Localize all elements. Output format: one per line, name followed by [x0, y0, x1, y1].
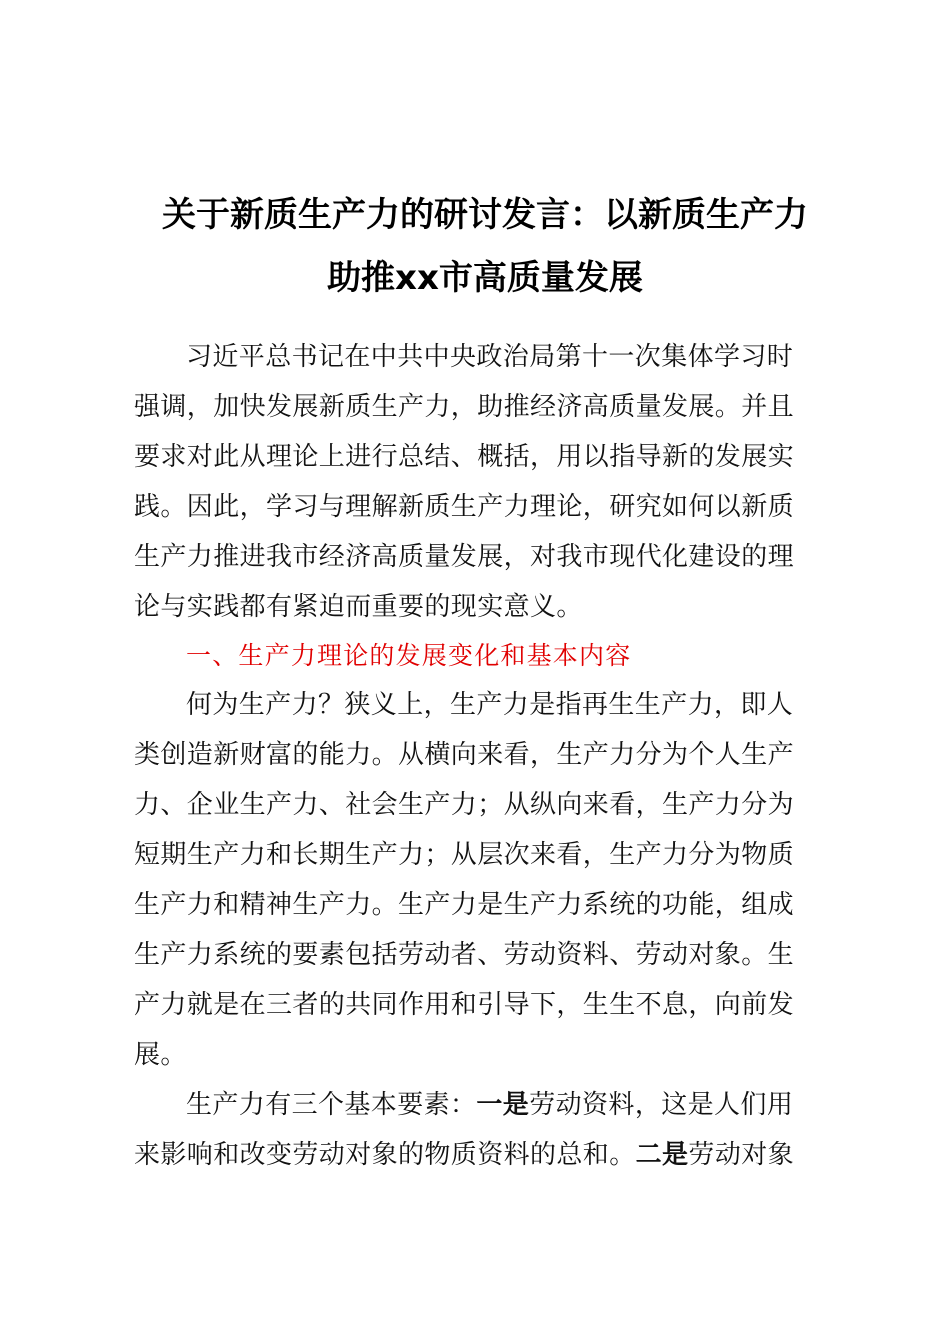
paragraph-2-line-6: 生产力系统的要素包括劳动者、劳动资料、劳动对象。生: [134, 940, 795, 970]
paragraph-1-line-4: 践。因此，学习与理解新质生产力理论，研究如何以新质: [134, 492, 795, 522]
paragraph-3-line-2: [134, 1138, 794, 1172]
paragraph-2-line-2: 类创造新财富的能力。从横向来看，生产力分为个人生产: [134, 740, 795, 770]
paragraph-1-line-5: 生产力推进我市经济高质量发展，对我市现代化建设的理: [134, 542, 795, 572]
document-title-line-2: 助推xx市高质量发展: [327, 258, 643, 298]
paragraph-1-line-6: 论与实践都有紧迫而重要的现实意义。: [134, 592, 583, 622]
paragraph-2-line-5: 生产力和精神生产力。生产力是生产力系统的功能，组成: [134, 890, 795, 920]
paragraph-3-bold-second: 二是: [635, 1140, 689, 1170]
document-title-line-1: 关于新质生产力的研讨发言：以新质生产力: [162, 195, 808, 235]
paragraph-3-bold-first: 一是: [476, 1090, 530, 1120]
paragraph-2-line-8: 展。: [134, 1040, 187, 1070]
paragraph-3-line-1-text-a: 生产力有三个基本要素：: [186, 1090, 477, 1120]
paragraph-2-line-4: 短期生产力和长期生产力；从层次来看，生产力分为物质: [134, 840, 795, 870]
paragraph-1-line-2: 强调，加快发展新质生产力，助推经济高质量发展。并且: [134, 392, 795, 422]
paragraph-1-line-3: 要求对此从理论上进行总结、概括，用以指导新的发展实: [134, 442, 795, 472]
paragraph-3-line-1-text-b: 劳动资料，这是人们用: [529, 1090, 794, 1120]
section-heading: 一、生产力理论的发展变化和基本内容: [186, 641, 632, 670]
paragraph-3-line-2-text-b: 劳动对象: [688, 1140, 795, 1170]
paragraph-3-line-2-text-a: 来影响和改变劳动对象的物质资料的总和。: [134, 1140, 636, 1170]
paragraph-1-line-1: 习近平总书记在中共中央政治局第十一次集体学习时: [186, 342, 794, 372]
paragraph-2-line-7: 产力就是在三者的共同作用和引导下，生生不息，向前发: [134, 990, 795, 1020]
paragraph-2-line-1: 何为生产力？狭义上，生产力是指再生生产力，即人: [186, 690, 794, 720]
paragraph-2-line-3: 力、企业生产力、社会生产力；从纵向来看，生产力分为: [134, 790, 795, 820]
paragraph-3-line-1: [186, 1088, 793, 1122]
